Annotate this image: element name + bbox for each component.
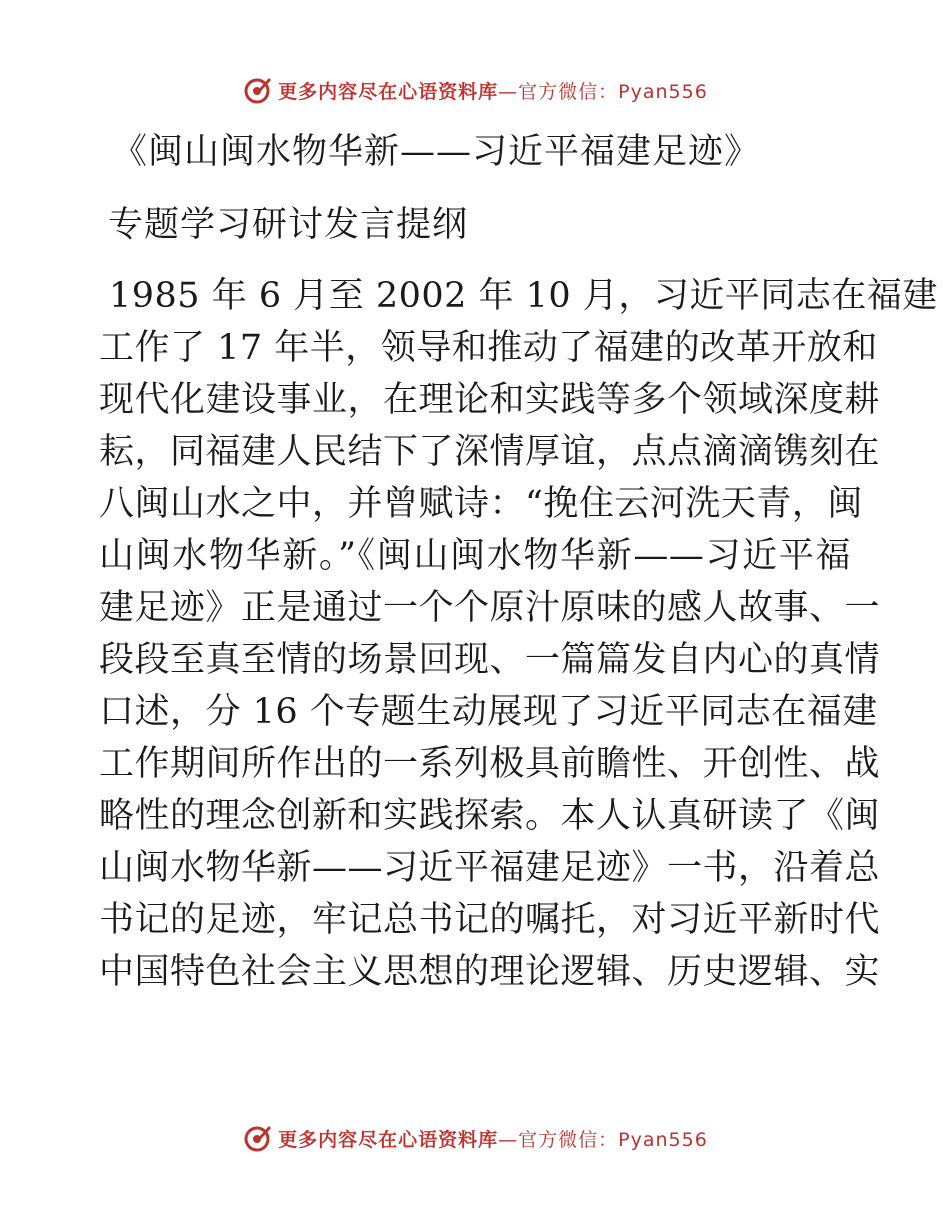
document-subtitle: 专题学习研讨发言提纲 [108,205,469,245]
body-line: 山闽水物华新——习近平福建足迹》一书，沿着总 [99,848,881,888]
body-line: 1985 年 6 月至 2002 年 10 月，习近平同志在福建 [109,276,938,316]
header-watermark [0,70,950,110]
body-line: 工作期间所作出的一系列极具前瞻性、开创性、战 [99,744,881,784]
body-line: 八闽山水之中，并曾赋诗：“挽住云河洗天青，闽 [99,484,863,524]
brand-logo-icon [242,75,272,105]
watermark-wechat-text: —官方微信：Pyan556 [498,80,708,103]
body-line: 建足迹》正是通过一个个原汁原味的感人故事、一 [99,588,881,628]
body-line: 略性的理念创新和实践探索。本人认真研读了《闽 [99,796,881,836]
body-line: 书记的足迹，牢记总书记的嘱托，对习近平新时代 [99,900,881,940]
body-line: 段段至真至情的场景回现、一篇篇发自内心的真情 [99,640,881,680]
body-line: 现代化建设事业，在理论和实践等多个领域深度耕 [99,380,881,420]
footer-watermark [0,1118,950,1158]
document-body [99,270,938,998]
document-title: 《闽山闽水物华新——习近平福建足迹》 [112,132,761,172]
brand-logo-icon [242,1123,272,1153]
body-line: 中国特色社会主义思想的理论逻辑、历史逻辑、实 [99,952,881,992]
body-line: 口述，分 16 个专题生动展现了习近平同志在福建 [99,692,878,732]
body-line: 工作了 17 年半，领导和推动了福建的改革开放和 [99,328,878,368]
body-line: 山闽水物华新。”《闽山闽水物华新——习近平福 [99,536,851,576]
body-line: 耘，同福建人民结下了深情厚谊，点点滴滴镌刻在 [99,432,881,472]
watermark-site-text: 更多内容尽在心语资料库 [278,80,499,103]
watermark-site-text: 更多内容尽在心语资料库 [278,1128,499,1151]
watermark-wechat-text: —官方微信：Pyan556 [498,1128,708,1151]
